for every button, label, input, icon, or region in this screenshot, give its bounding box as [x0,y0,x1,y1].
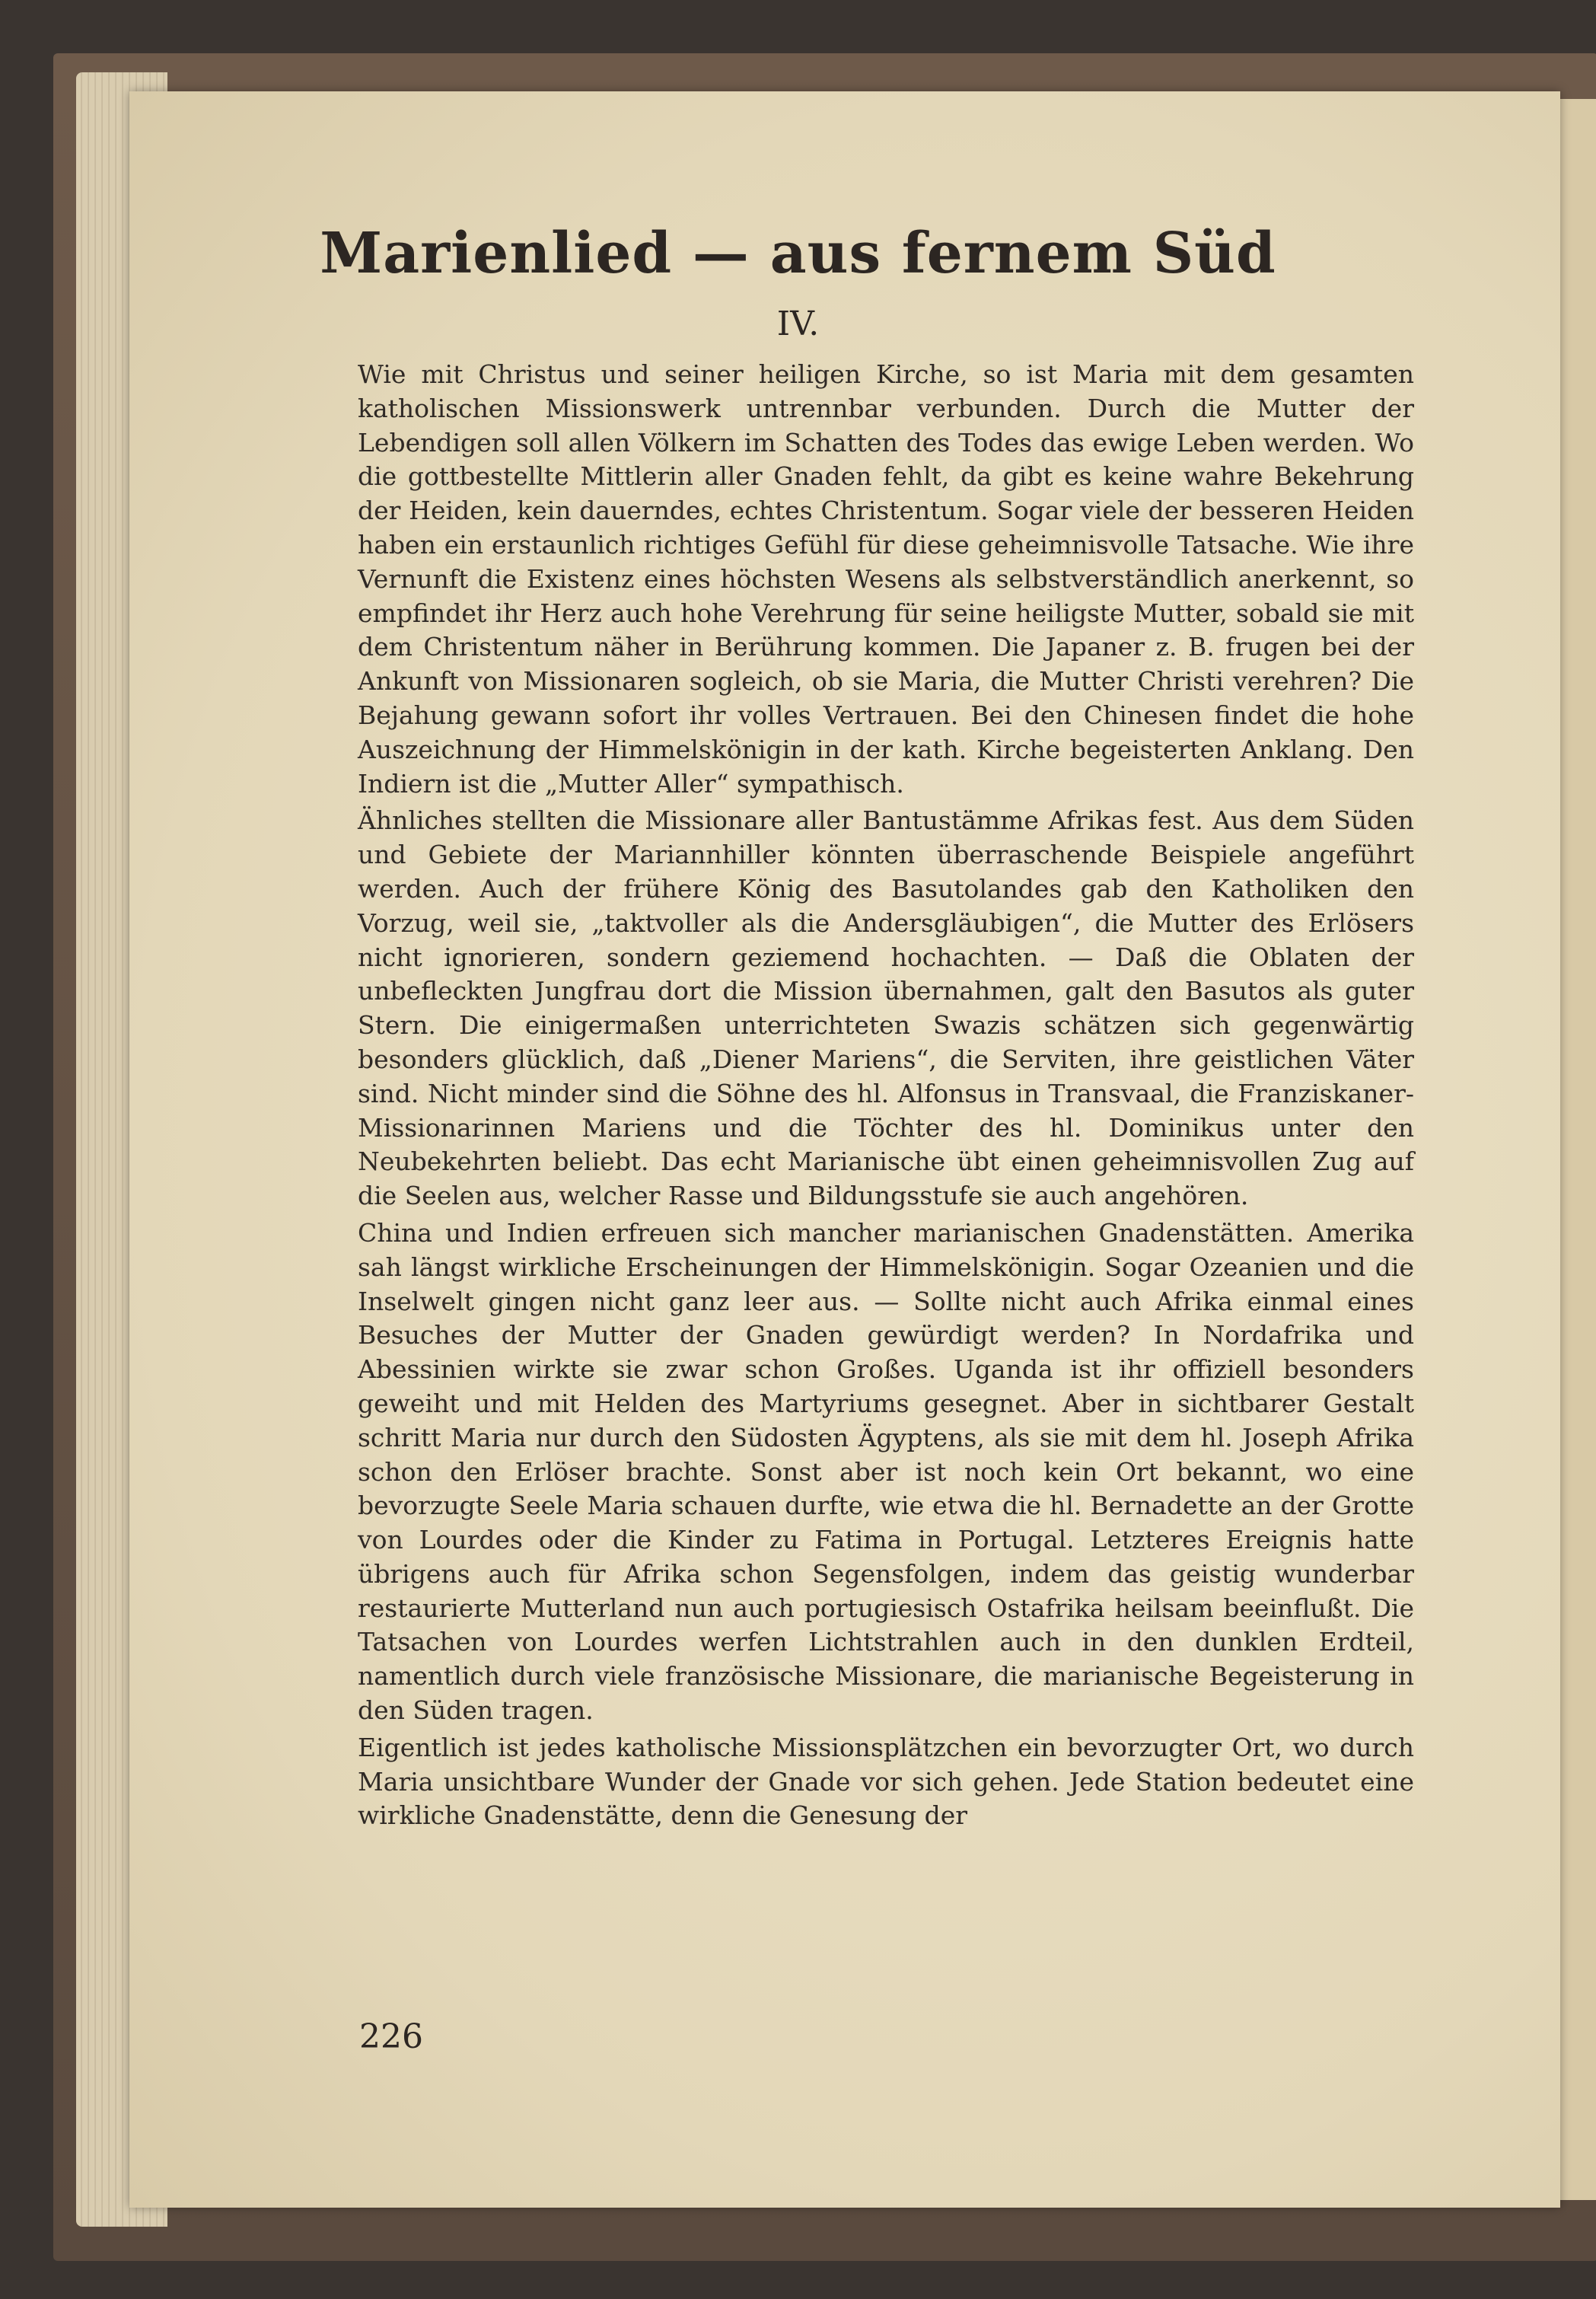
paragraph-1: Wie mit Christus und seiner heiligen Kirche, so ist Maria mit dem gesamten katholischen Missionswerk untrennbar verbunden. Durch die Mutter der Lebendigen soll allen Völkern im Schatten des Todes das ewige Leben werden. Wo die gottbestellte Mittlerin aller Gnaden fehlt, da gibt es keine wahre Bekehrung der Heiden, kein dauerndes, echtes Christentum. Sogar viele der besseren Heiden haben ein erstaunlich richtiges Gefühl für diese geheimnisvolle Tatsache. Wie ihre Vernunft die Existenz eines höchsten Wesens als selbstverständlich anerkennt, so empfindet ihr Herz auch hohe Verehrung für seine heiligste Mutter, sobald sie mit dem Christentum näher in Berührung kommen. Die Japaner z. B. frugen bei der Ankunft von Missionaren sogleich, ob sie Maria, die Mutter Christi verehren? Die Bejahung gewann sofort ihr volles Vertrauen. Bei den Chinesen findet die hohe Auszeichnung der Himmelskönigin in der kath. Kirche begeisterten Anklang. Den Indiern ist die „Mutter Aller“ sympathisch. [358,359,1414,799]
paragraph-2: Ähnliches stellten die Missionare aller Bantustämme Afrikas fest. Aus dem Süden und Gebiete der Mariannhiller könnten überraschende Beispiele angeführt werden. Auch der frühere König des Basutolandes gab den Katholiken den Vorzug, weil sie, „taktvoller als die Andersgläubigen“, die Mutter des Erlösers nicht ignorieren, sondern geziemend hochachten. — Daß die Oblaten der unbefleckten Jungfrau dort die Mission übernahmen, galt den Basutos als guter Stern. Die einigermaßen unterrichteten Swazis schätzen sich gegenwärtig besonders glücklich, daß „Diener Mariens“, die Serviten, ihre geistlichen Väter sind. Nicht minder sind die Söhne des hl. Alfonsus in Transvaal, die Franziskaner-Missionarinnen Mariens und die Töchter des hl. Dominikus unter den Neubekehrten beliebt. Das echt Marianische übt einen geheimnisvollen Zug auf die Seelen aus, welcher Rasse und Bildungsstufe sie auch angehören. [358,805,1414,1211]
page-number: 226 [359,2017,423,2056]
page-title: Marienlied — aus fernem Süd [320,221,1276,286]
paragraph-3: China und Indien erfreuen sich mancher marianischen Gnadenstätten. Amerika sah längst wirkliche Erscheinungen der Himmelskönigin. Sogar Ozeanien und die Inselwelt gingen nicht ganz leer aus. — Sollte nicht auch Afrika einmal eines Besuches der Mutter der Gnaden gewürdigt werden? In Nordafrika und Abessinien wirkte sie zwar schon Großes. Uganda ist ihr offiziell besonders geweiht und mit Helden des Martyriums gesegnet. Aber in sichtbarer Gestalt schritt Maria nur durch den Südosten Ägyptens, als sie mit dem hl. Joseph Afrika schon den Erlöser brachte. Sonst aber ist noch kein Ort bekannt, wo eine bevorzugte Seele Maria schauen durfte, wie etwa die hl. Bernadette an der Grotte von Lourdes oder die Kinder zu Fatima in Portugal. Letzteres Ereignis hatte übrigens auch für Afrika schon Segensfolgen, indem das geistig wunderbar restaurierte Mutterland nun auch portugiesisch Ostafrika heilsam beeinflußt. Die Tatsachen von Lourdes werfen Lichtstrahlen auch in den dunklen Erdteil, namentlich durch viele französische Missionare, die marianische Begeisterung in den Süden tragen. [358,1217,1414,1726]
section-number: IV. [776,305,820,343]
body-text [358,358,1414,1833]
paragraph-4: Eigentlich ist jedes katholische Missionsplätzchen ein bevorzugter Ort, wo durch Maria unsichtbare Wunder der Gnade vor sich gehen. Jede Station bedeutet eine wirkliche Gnadenstätte, denn die Genesung der [358,1732,1414,1831]
